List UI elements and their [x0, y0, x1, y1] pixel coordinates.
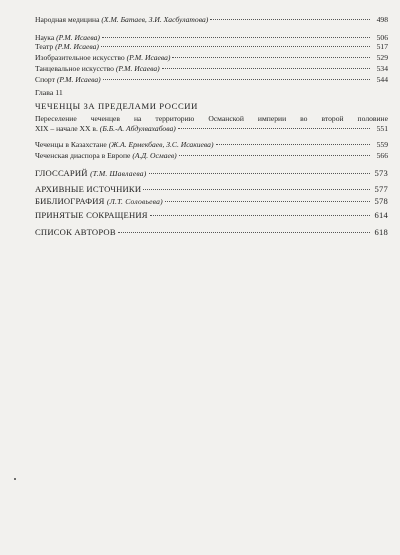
leader-dots [216, 144, 370, 145]
entry-title: ПРИНЯТЫЕ СОКРАЩЕНИЯ [35, 210, 148, 220]
page-number: 544 [376, 75, 388, 84]
toc-entry-europe [35, 151, 388, 160]
leader-dots [178, 128, 370, 129]
entry-title: Изобразительное искусство [35, 53, 125, 62]
entry-title: Народная медицина [35, 15, 100, 24]
paper-speck [14, 478, 16, 480]
page-number: 517 [376, 42, 388, 51]
entry-title-line2-row [35, 124, 388, 134]
entry-title-line1: Переселение чеченцев на территорию Османской империи во второй половине [35, 114, 388, 123]
entry-title: Театр [35, 42, 54, 51]
page-number: 618 [374, 227, 388, 237]
entry-title: Танцевальное искусство [35, 64, 114, 73]
entry-title: ГЛОССАРИЙ [35, 168, 88, 178]
entry-author: (Т.М. Шавлаева) [90, 169, 147, 178]
entry-title: АРХИВНЫЕ ИСТОЧНИКИ [35, 184, 142, 194]
page-number: 577 [374, 184, 388, 194]
entry-author: (А.Д. Осмаев) [132, 151, 177, 160]
page-number: 578 [374, 196, 388, 206]
chapter-title: ЧЕЧЕНЦЫ ЗА ПРЕДЕЛАМИ РОССИИ [35, 101, 198, 111]
toc-entry-bibliography [35, 197, 388, 206]
toc-entry-resettlement [35, 114, 388, 134]
entry-title: БИБЛИОГРАФИЯ [35, 196, 105, 206]
entry-author: (Р.М. Исаева) [55, 42, 99, 51]
entry-author: (Р.М. Исаева) [126, 53, 171, 62]
page-number: 506 [376, 33, 388, 42]
leader-dots [162, 68, 370, 69]
entry-title: Чеченцы в Казахстане [35, 140, 107, 149]
toc-entry-theatre [35, 42, 388, 51]
page-number: 498 [376, 15, 388, 24]
entry-author: (Х.М. Батаев, З.И. Хасбулатова) [101, 15, 209, 24]
chapter-label: Глава 11 [35, 88, 63, 97]
toc-entry-sport [35, 75, 388, 84]
toc-entry-glossary [35, 169, 388, 178]
leader-dots [118, 232, 370, 233]
entry-author: (Р.М. Исаева) [56, 33, 100, 42]
page-number: 551 [376, 124, 388, 133]
leader-dots [103, 79, 370, 80]
toc-entry-fine-art [35, 53, 388, 62]
entry-title: СПИСОК АВТОРОВ [35, 227, 116, 237]
leader-dots [150, 215, 370, 216]
entry-title: Спорт [35, 75, 55, 84]
leader-dots [101, 46, 370, 47]
leader-dots [143, 189, 370, 190]
toc-entry-abbreviations [35, 211, 388, 220]
entry-title: Наука [35, 33, 55, 42]
leader-dots [149, 173, 370, 174]
toc-entry-dance [35, 64, 388, 73]
entry-author: (Р.М. Исаева) [56, 75, 101, 84]
entry-author: (Р.М. Исаева) [115, 64, 160, 73]
entry-author: (Л.Т. Соловьева) [106, 197, 163, 206]
entry-title-line2: XIX – начале XX в. [35, 124, 98, 133]
toc-entry-science [35, 33, 388, 42]
toc-entry-archives [35, 185, 388, 194]
leader-dots [179, 155, 370, 156]
page-number: 529 [376, 53, 388, 62]
page-number: 573 [374, 168, 388, 178]
toc-entry-kazakhstan [35, 140, 388, 149]
page-number: 559 [376, 140, 388, 149]
page-number: 614 [374, 210, 388, 220]
page-number: 566 [376, 151, 388, 160]
entry-author: (Б.Б.-А. Абдулвахабова) [99, 124, 176, 133]
leader-dots [210, 19, 370, 20]
toc-entry-authors [35, 228, 388, 237]
leader-dots [102, 37, 370, 38]
entry-title: Чеченская диаспора в Европе [35, 151, 131, 160]
leader-dots [172, 57, 370, 58]
leader-dots [165, 201, 370, 202]
page-number: 534 [376, 64, 388, 73]
entry-author: (Ж.А. Ермекбаев, З.С. Исакиева) [108, 140, 214, 149]
toc-entry-folk-medicine [35, 15, 388, 24]
